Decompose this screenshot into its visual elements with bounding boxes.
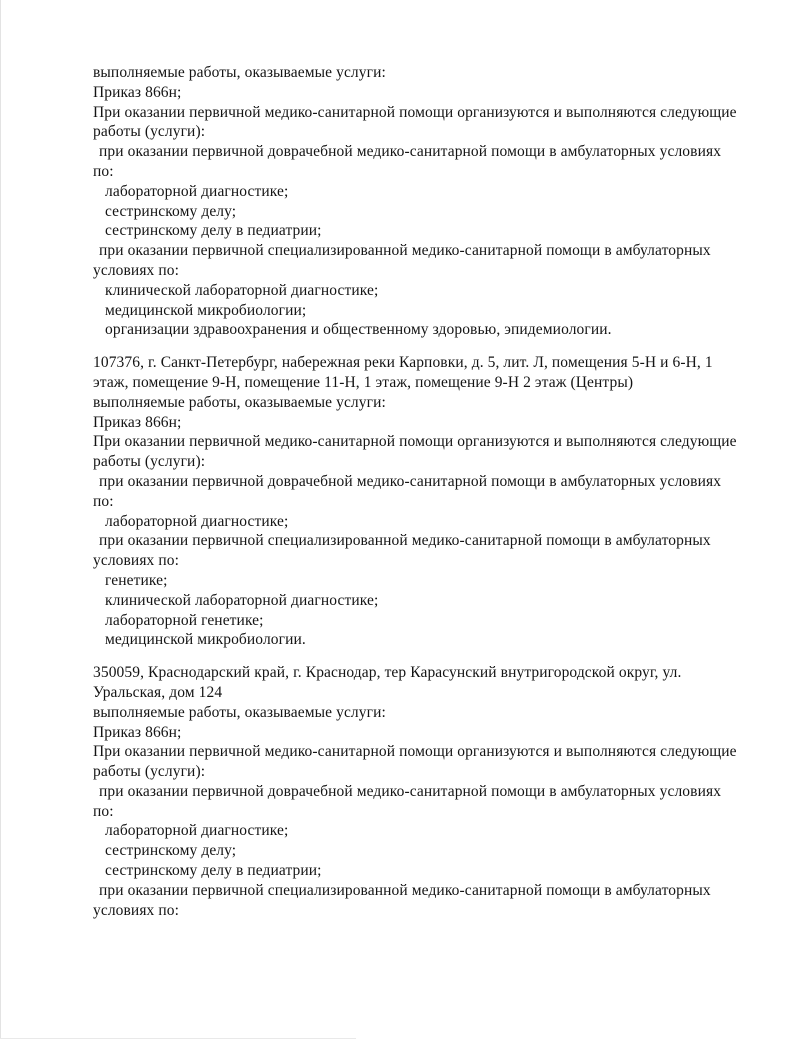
text-line: при оказании первичной доврачебной медико-санитарной помощи в амбулаторных условиях <box>99 143 722 161</box>
text-line: Приказ 866н; <box>93 723 182 741</box>
text-line: При оказании первичной медико-санитарной помощи организуются и выполняются следующие <box>93 433 737 451</box>
text-line: при оказании первичной специализированной медико-санитарной помощи в амбулаторных <box>99 532 711 550</box>
text-line: выполняемые работы, оказываемые услуги: <box>93 64 386 81</box>
text-line: 350059, Краснодарский край, г. Краснодар, тер Карасунский внутригородской округ, ул. <box>93 664 682 682</box>
text-line: Приказ 866н; <box>93 413 182 431</box>
text-line: клинической лабораторной диагностике; <box>105 281 379 299</box>
text-line: работы (услуги): <box>93 453 206 471</box>
text-line: сестринскому делу в педиатрии; <box>105 862 322 880</box>
text-line: лабораторной диагностике; <box>105 182 289 200</box>
services-section-krasnodar <box>93 663 753 920</box>
text-line: по: <box>93 162 114 180</box>
text-line: лабораторной диагностике; <box>105 822 289 840</box>
text-line: медицинской микробиологии; <box>105 301 307 319</box>
text-line: по: <box>93 802 114 820</box>
text-line: организации здравоохранения и общественному здоровью, эпидемиологии. <box>105 321 612 339</box>
text-line: при оказании первичной специализированной медико-санитарной помощи в амбулаторных <box>99 242 711 260</box>
services-section-saint-petersburg <box>93 353 753 650</box>
text-line: При оказании первичной медико-санитарной помощи организуются и выполняются следующие <box>93 743 737 761</box>
text-line: работы (услуги): <box>93 123 206 141</box>
text-line: при оказании первичной доврачебной медико-санитарной помощи в амбулаторных условиях <box>99 472 722 490</box>
text-line: выполняемые работы, оказываемые услуги: <box>93 703 386 721</box>
text-line: этаж, помещение 9-Н, помещение 11-Н, 1 этаж, помещение 9-Н 2 этаж (Центры) <box>93 373 634 391</box>
text-line: сестринскому делу; <box>105 202 237 220</box>
text-line: лабораторной диагностике; <box>105 512 289 530</box>
frame-left-border <box>0 0 1 1038</box>
text-line: при оказании первичной доврачебной медико-санитарной помощи в амбулаторных условиях <box>99 782 722 800</box>
text-line: клинической лабораторной диагностике; <box>105 591 379 609</box>
text-line: лабораторной генетике; <box>105 611 264 629</box>
text-line: При оказании первичной медико-санитарной помощи организуются и выполняются следующие <box>93 103 737 121</box>
text-line: генетике; <box>105 571 168 589</box>
text-line: 107376, г. Санкт-Петербург, набережная реки Карповки, д. 5, лит. Л, помещения 5-Н и 6-Н, 1 <box>93 354 713 372</box>
license-document-text <box>93 63 753 920</box>
text-line: Уральская, дом 124 <box>93 683 223 701</box>
text-line: условиях по: <box>93 552 180 570</box>
text-line: медицинской микробиологии. <box>105 631 306 649</box>
frame-bottom-border <box>0 1038 356 1039</box>
text-line: Приказ 866н; <box>93 83 182 101</box>
text-line: по: <box>93 492 114 510</box>
text-line: условиях по: <box>93 901 180 919</box>
text-line: сестринскому делу; <box>105 842 237 860</box>
text-line: сестринскому делу в педиатрии; <box>105 222 322 240</box>
services-section-continued <box>93 63 753 340</box>
text-line: выполняемые работы, оказываемые услуги: <box>93 393 386 411</box>
text-line: условиях по: <box>93 261 180 279</box>
text-line: при оказании первичной специализированной медико-санитарной помощи в амбулаторных <box>99 881 711 899</box>
text-line: работы (услуги): <box>93 763 206 781</box>
